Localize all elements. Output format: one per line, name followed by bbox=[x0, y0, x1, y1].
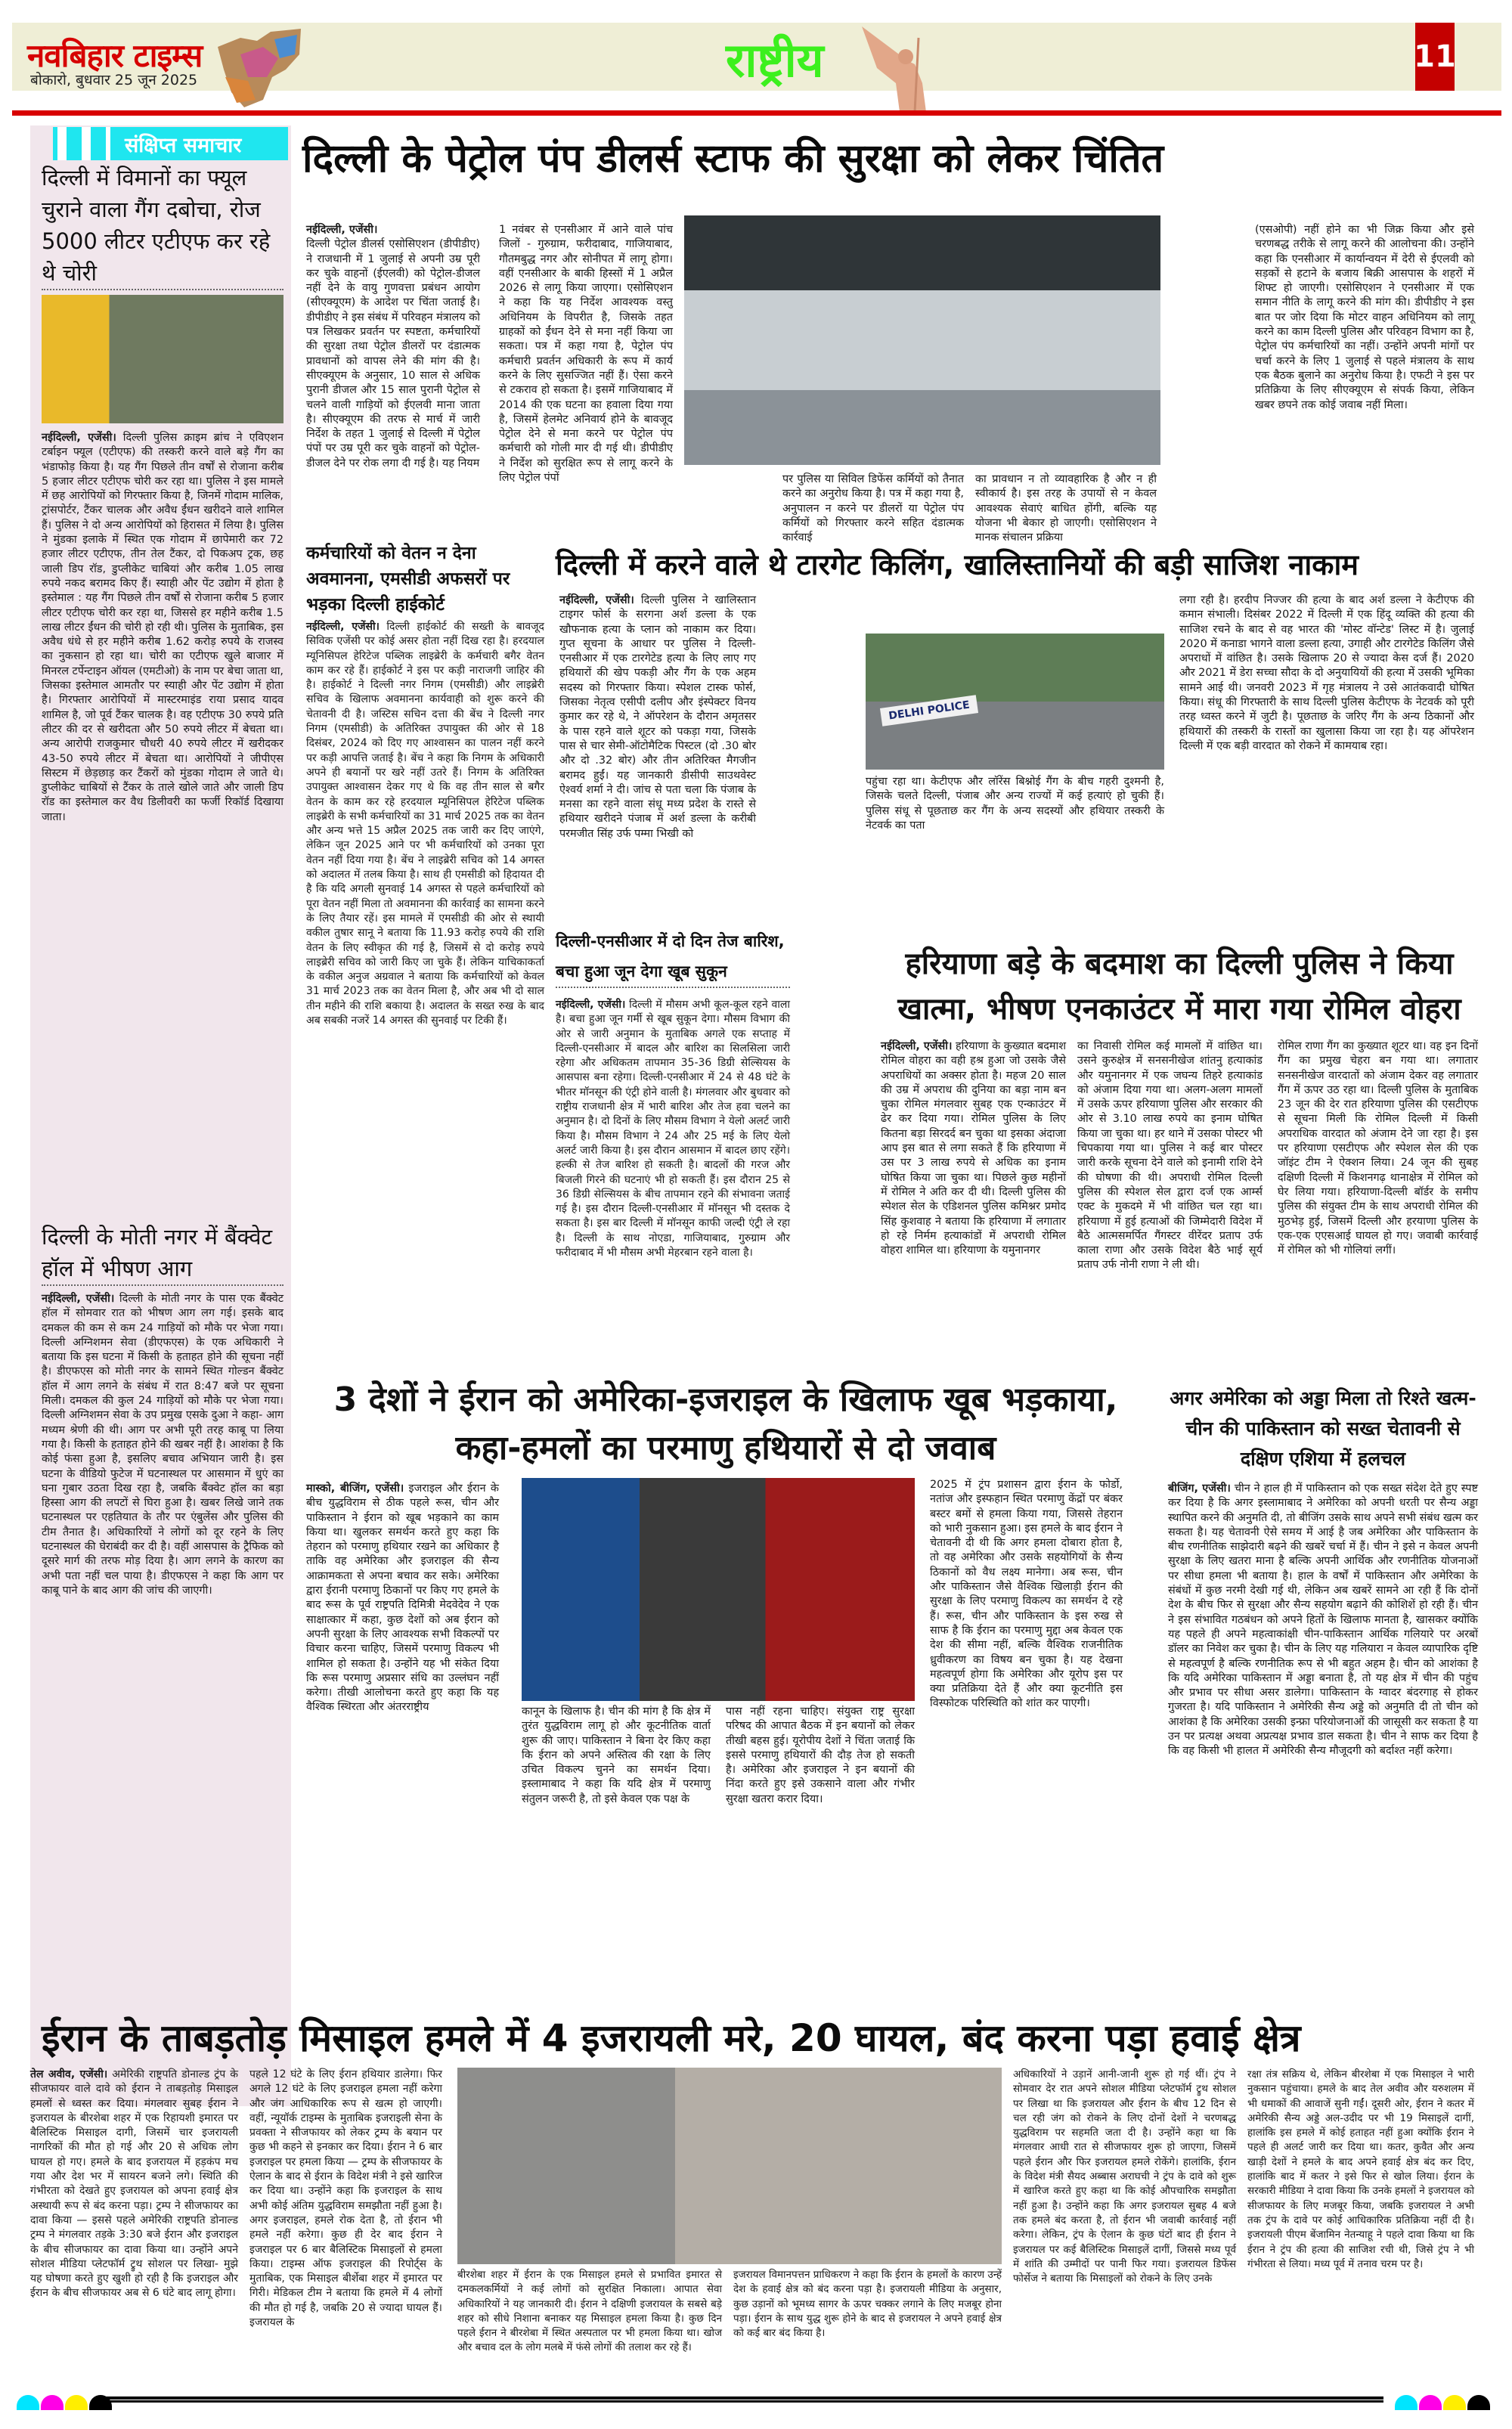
footer-double-rule bbox=[98, 2396, 1383, 2403]
police-sign: DELHI POLICE bbox=[880, 695, 978, 727]
dateline: मास्को, बीजिंग, एजेंसी। bbox=[306, 1482, 404, 1495]
statue-illustration-icon bbox=[854, 23, 945, 112]
dateline: नईदिल्ली, एजेंसी। bbox=[306, 224, 378, 236]
dateline: नईदिल्ली, एजेंसी। bbox=[42, 1293, 115, 1305]
encounter-headline: हरियाणा बड़े के बदमाश का दिल्ली पुलिस ने किया खात्मा, भीषण एनकाउंटर में मारा गया रोमिल वोहरा bbox=[897, 947, 1461, 1027]
missile-headline: ईरान के ताबड़तोड़ मिसाइल हमले में 4 इजरायली मरे, 20 घायल, बंद करना पड़ा हवाई क्षेत्र bbox=[42, 2016, 1301, 2060]
brief-story-fire bbox=[42, 1221, 284, 1598]
iran-column-1: मास्को, बीजिंग, एजेंसी। इजराइल और ईरान के बीच युद्धविराम से ठीक पहले रूस, चीन और पाकिस्तान ने ईरान को खूब भड़काने का काम किया था। खुलकर समर्थन करते हुए कहा कि तेहरान को परमाणु हथियार रखने का अधिकार है ताकि वह अमेरिका और इजराइल की सैन्य आक्रामकता से अपना बचाव कर सके। अमेरिका द्वारा ईरानी परमाणु ठिकानों पर किए गए हमले के बाद रूस के पूर्व राष्ट्रपति दिमित्री मेदवेदेव ने एक साक्षात्कार में कहा, कुछ देशों को अब ईरान को अपनी सुरक्षा के लिए आवश्यक सभी विकल्पों पर विचार करना चाहिए, जिसमें परमाणु विकल्प भी शामिल हो सकता है। उन्होंने यह भी संकेत दिया कि रूस परमाणु अप्रसार संधि का उल्लंघन नहीं करेगा। तीखी आलोचना करते हुए कहा कि यह वैश्विक स्थिरता और अंतरराष्ट्रीय bbox=[306, 1482, 499, 1714]
iran-column-2: कानून के खिलाफ है। चीन की मांग है कि क्षेत्र में तुरंत युद्धविराम लागू हो और कूटनीतिक वार्ता शुरू की जाए। पाकिस्तान ने बिना देर किए कहा कि ईरान को अपने अस्तित्व की रक्षा के लिए उचित विकल्प चुनने का समर्थन दिया। इस्लामाबाद ने कहा कि यदि क्षेत्र में परमाणु संतुलन जरूरी है, तो इसे केवल एक पक्ष के bbox=[522, 1706, 711, 1805]
masthead-rule bbox=[12, 110, 1501, 116]
iran-headline: 3 देशों ने ईरान को अमेरिका-इजराइल के खिलाफ खूब भड़काया, कहा-हमलों का परमाणु हथियारों से दो जवाब bbox=[333, 1380, 1118, 1467]
encounter-column-1: नईदिल्ली, एजेंसी। हरियाणा के कुख्यात बदमाश रोमिल वोहरा का वही हश्र हुआ जो उसके जैसे अपराधियों का अक्सर होता है। महज 20 साल की उम्र में अपराध की दुनिया का बड़ा नाम बन चुका रोमिल मंगलवार सुबह एक एन्काउंटर में ढेर कर दिया गया। रोमिल पुलिस के लिए कितना बड़ा सिरदर्द बन चुका था इसका अंदाजा आप इस बात से लगा सकते हैं कि हरियाणा में उस पर 3 लाख रुपये से अधिक का इनाम घोषित किया जा चुका था। पिछले कुछ महीनों में रोमिल ने अति कर दी थी। दिल्ली पुलिस की स्पेशल सेल के एडिशनल पुलिस कमिश्नर प्रमोद सिंह कुशवाह ने बताया कि हरियाणा में लगातार हो रहे निर्मम हत्याकांडों में अपराधी रोमिल वोहरा शामिल था। हरियाणा के यमुनानगर bbox=[881, 1040, 1067, 1257]
iran-column-3: पास नहीं रहना चाहिए। संयुक्त राष्ट्र सुरक्षा परिषद की आपात बैठक में इन बयानों को लेकर तीखी बहस हुई। यूरोपीय देशों ने चिंता जताई कि इससे परमाणु हथियारों की दौड़ तेज हो सकती है। अमेरिका और इजराइल ने इन बयानों की निंदा करते हुए इसे उकसाने वाला और गंभीर सुरक्षा खतरा करार दिया। bbox=[726, 1706, 915, 1805]
khalistan-headline: दिल्ली में करने वाले थे टारगेट किलिंग, खालिस्तानियों की बड़ी साजिश नाकाम bbox=[556, 548, 1359, 581]
missile-column-3: बीरशेबा शहर में ईरान के एक मिसाइल हमले से प्रभावित इमारत से दमकलकर्मियों ने कई लोगों को सुरक्षित निकाला। आपात सेवा अधिकारियों ने यह जानकारी दी। ईरान ने दक्षिणी इजरायल के सबसे बड़े शहर को सीधे निशाना बनाकर यह मिसाइल हमला किया है। कुछ दिन पहले ईरान ने बीरशेबा में स्थित अस्पताल पर भी हमला किया था। खोज और बचाव दल के लोग मलबे में फंसे लोगों की तलाश कर रहे हैं। bbox=[457, 2269, 722, 2354]
dateline: तेल अवीव, एजेंसी। bbox=[30, 2068, 108, 2080]
story-body: दिल्ली के मोती नगर के पास एक बैंक्वेट हॉल में सोमवार रात को भीषण आग लग गई। इसके बाद दमकल की कम से कम 24 गाड़ियों को मौके पर भेजा गया। दिल्ली अग्निशमन सेवा (डीएफएस) के एक अधिकारी ने बताया कि इस घटना में किसी के हताहत होने की सूचना नहीं है। डीएफएस को मोती नगर के सामने स्थित गोल्डन बैंक्वेट हॉल में आग लगने के संबंध में रात 8:47 बजे पर सूचना मिली। दमकल की कुल 24 गाड़ियों को मौके पर भेजा गया। दिल्ली अग्निशमन सेवा के उप प्रमुख एसके दुआ ने कहा- आग मध्यम श्रेणी की थी। आग पर अभी पूरी तरह काबू पा लिया गया है। किसी के हताहत होने की खबर नहीं है। आशंका है कि कोई फंसा हुआ है, इसलिए बचाव अभियान जारी है। इस घटना के वीडियो फुटेज में घटनास्थल पर आसमान में धुएं का घना गुबार उठता दिख रहा है, जबकि बैंक्वेट हॉल का बड़ा हिस्सा आग की लपटों से घिरा हुआ है। खबर लिखे जाने तक घटनास्थल पर एहतियात के तौर पर एंबुलेंस और पुलिस की टीम तैनात है। अधिकारियों ने लोगों को दूर रहने के लिए घटनास्थल की घेराबंदी कर दी है। वहीं आसपास के ट्रैफिक को दूसरे मार्ग की तरफ मोड़ दिया है। आग लगने के कारण का अभी पता नहीं चल पाया है। डीएफएस ने कहा कि आग पर काबू पाने के बाद आग की जांच की जाएगी। bbox=[42, 1293, 284, 1597]
magenta-mark bbox=[1419, 2395, 1442, 2410]
khalistan-column-3: लगा रही है। हरदीप निज्जर की हत्या के बाद अर्श डल्ला ने केटीएफ की कमान संभाली। दिसंबर 2022 में दिल्ली में एक हिंदू व्यक्ति की हत्या की साजिश रचने के बाद से वह भारत की 'मोस्ट वॉन्टेड' लिस्ट में है। जुलाई 2020 में कनाडा भागने वाला डल्ला हत्या, उगाही और टारगेटेड किलिंग जैसे अपराधों में वांछित है। उसके खिलाफ 20 से ज्यादा केस दर्ज हैं। 2020 और 2021 में डेरा सच्चा सौदा के दो अनुयायियों की हत्या में उसकी भूमिका सामने आई थी। जनवरी 2023 में गृह मंत्रालय ने उसे आतंकवादी घोषित किया। संधू की गिरफ्तारी के साथ दिल्ली पुलिस केटीएफ के नेटवर्क को पूरी तरह ध्वस्त करने में जुटी है। पूछताछ के जरिए गैंग के अन्य ठिकानों और हथियारों की तस्करी के रास्तों का खुलासा किया जा रहा है। यह ऑपरेशन दिल्ली में एक बड़ी वारदात को रोकने में कामयाब रहा। bbox=[1179, 594, 1474, 752]
dateline: नईदिल्ली, एजेंसी। bbox=[559, 594, 634, 606]
yellow-mark bbox=[1443, 2395, 1466, 2410]
missile-column-4: इजरायल विमानपत्तन प्राधिकरण ने कहा कि ईरान के हमलों के कारण उन्हें देश के हवाई क्षेत्र को बंद करना पड़ा है। इजरायली मीडिया के अनुसार, कुछ उड़ानों को भूमध्य सागर के ऊपर चक्कर लगाने के लिए मजबूर होना पड़ा। ईरान के साथ युद्ध शुरू होने के बाद से इजरायल ने अपने हवाई क्षेत्र को कई बार बंद किया है। bbox=[733, 2269, 1002, 2340]
netanyahu-khamenei-composite-photo bbox=[522, 1478, 915, 1701]
brief-story-fuel bbox=[42, 162, 284, 825]
section-title: राष्ट्रीय bbox=[726, 33, 824, 88]
delhi-police-barricade-photo bbox=[866, 634, 1164, 770]
dateline: नईदिल्ली, एजेंसी। bbox=[556, 999, 626, 1011]
court-body: नईदिल्ली, एजेंसी। दिल्ली हाईकोर्ट की सख्ती के बावजूद सिविक एजेंसी पर कोई असर होता नहीं दिख रहा है। हरदयाल म्यूनिसिपल हेरिटेज पब्लिक लाइब्रेरी के कर्मचारी बगैर वेतन काम कर रहे हैं। हाईकोर्ट ने इस पर कड़ी नाराजगी जाहिर की है। हाईकोर्ट ने दिल्ली नगर निगम (एमसीडी) और लाइब्रेरी सचिव के खिलाफ अवमानना कार्यवाही को शुरू करने की चेतावनी दी है। जस्टिस सचिन दत्ता की बेंच ने दिल्ली नगर निगम (एमसीडी) के अतिरिक्त उपायुक्त की ओर से 18 दिसंबर, 2024 को दिए गए आश्वासन का पालन नहीं करने पर कड़ी आपत्ति जताई है। बेंच ने कहा कि निगम के अधिकारी अपने ही बयानों पर खरे नहीं उतरे हैं। निगम के अतिरिक्त उपायुक्त आश्वासन देकर गए थे कि वह तीन साल से बगैर वेतन के काम कर रहे हरदयाल म्यूनिसिपल हेरिटेज पब्लिक लाइब्रेरी के सभी कर्मचारियों का 31 मार्च 2025 तक का वेतन और अन्य भत्ते 15 अप्रैल 2025 तक जारी कर दिए जाएंगे, लेकिन जून 2025 आने पर भी कर्मचारियों को उनका पूरा वेतन नहीं दिया गया है। बेंच ने लाइब्रेरी सचिव को 14 अगस्त को अदालत में तलब किया है। साथ ही एमसीडी को हिदायत दी है कि यदि अगली सुनवाई 14 अगस्त से पहले कर्मचारियों को पूरा वेतन नहीं मिला तो अवमानना की कार्रवाई का सामना करने के लिए तैयार रहें। इस मामले में एमसीडी की ओर से स्थायी वकील तुषार सानू ने बताया कि 11.93 करोड़ रुपये की राशि वेतन के लिए स्वीकृत की गई है, जिसमें से दो करोड़ रुपये लाइब्रेरी सचिव को जारी किए जा चुके हैं। लेकिन याचिकाकर्ता के वकील अनुज अग्रवाल ने बताया कि कर्मचारियों को केवल 31 मार्च 2023 तक का वेतन मिला है, और अब भी दो साल तीन महीने की राशि बकाया है। अदालत के सख्त रुख के बाद अब सबकी नजरें 14 अगस्त की सुनवाई पर टिकी हैं। bbox=[306, 621, 544, 1027]
police-bikers-photo bbox=[42, 295, 284, 423]
china-headline: अगर अमेरिका को अड्डा मिला तो रिश्ते खत्म- चीन की पाकिस्तान को सख्त चेतावनी से दक्षिण एशिया में हलचल bbox=[1170, 1387, 1476, 1470]
encounter-column-2: का निवासी रोमिल कई मामलों में वांछित था। उसने कुरुक्षेत्र में सनसनीखेज शांतनु हत्याकांड और यमुनानगर में एक जघन्य तिहरे हत्याकांड को अंजाम दिया गया था। अलग-अलग मामलों में उसके ऊपर हरियाणा पुलिस और सरकार की ओर से 3.10 लाख रुपये का इनाम घोषित किया जा चुका था। हर थाने में उसका पोस्टर भी चिपकाया गया था। पुलिस ने कई बार पोस्टर जारी करके सूचना देने वाले को इनामी राशि देने की घोषणा की थी। अपराधी रोमिल दिल्ली पुलिस की स्पेशल सेल द्वारा दर्ज एक आर्म्स एक्ट के मुकदमे में भी वांछित चल रहा था। हरियाणा में हुई हत्याओं की जिम्मेदारी विदेश में बैठे आत्मसमर्पित गैंगस्टर वीरेंदर प्रताप उर्फ काला राणा और उसके विदेश बैठे भाई सूर्य प्रताप उर्फ नोनी राणा ने ली थी। bbox=[1077, 1040, 1263, 1272]
dateline: नईदिल्ली, एजेंसी। bbox=[306, 621, 380, 633]
brief-headline: दिल्ली में विमानों का फ्यूल चुराने वाला गैंग दबोचा, रोज 5000 लीटर एटीएफ कर रहे थे चोरी bbox=[42, 162, 284, 290]
page-number: 11 bbox=[1415, 23, 1455, 91]
china-body: बीजिंग, एजेंसी। चीन ने हाल ही में पाकिस्तान को एक सख्त संदेश देते हुए स्पष्ट कर दिया है कि अगर इस्लामाबाद ने अमेरिका को अपनी धरती पर सैन्य अड्डा स्थापित करने की अनुमति दी, तो बीजिंग उसके साथ अपने सभी संबंध खत्म कर सकता है। यह चेतावनी ऐसे समय में आई है जब अमेरिका और पाकिस्तान के बीच रणनीतिक साझेदारी बढ़ने की खबरें चर्चा में हैं। चीन ने इसे न केवल अपनी सुरक्षा के लिए खतरा माना है बल्कि अपनी आर्थिक और रणनीतिक योजनाओं पर सीधा हमला भी बताया है। हाल के वर्षों में पाकिस्तान और अमेरिका के संबंधों में कुछ नरमी देखी गई थी, लेकिन अब खबरें सामने आ रही हैं कि दोनों देश के बीच फिर से सुरक्षा और सैन्य सहयोग बढ़ाने की कोशिशें हो रही हैं। चीन ने इस संभावित गठबंधन को अपने हितों के खिलाफ मानता है, खासकर क्योंकि यह पहले ही अपने महत्वाकांक्षी चीन-पाकिस्तान आर्थिक गलियारे पर अरबों डॉलर का निवेश कर चुका है। चीन के लिए यह गलियारा न केवल व्यापारिक दृष्टि से महत्वपूर्ण है बल्कि रणनीतिक रूप से भी बहुत अहम है। चीन को आशंका है कि यदि अमेरिका पाकिस्तान में अड्डा बनाता है, तो यह क्षेत्र में चीन की पहुंच और प्रभाव पर सीधा असर डालेगा। पाकिस्तान के ग्वादर बंदरगाह से होकर गुजरता है। यदि पाकिस्तान ने अमेरिकी सैन्य अड्डे को अनुमति दी तो चीन को आशंका है कि अमेरिका उसकी इन्फ्रा परियोजनाओं की जासूसी कर सकता है या उन पर प्रत्यक्ष अथवा अप्रत्यक्ष प्रभाव डाल सकता है। चीन ने साफ कर दिया है कि वह किसी भी हालत में अमेरिकी सैन्य मौजूदगी को बर्दाश्त नहीं करेगा। bbox=[1168, 1482, 1478, 1758]
header-stripes bbox=[53, 127, 110, 160]
lead-column-2: 1 नवंबर से एनसीआर में आने वाले पांच जिलों - गुरुग्राम, फरीदाबाद, गाजियाबाद, गौतमबुद्ध नगर और सोनीपत में लागू होगा। वहीं एनसीआर के बाकी हिस्सों में 1 अप्रैल 2026 से लागू किया जाएगा। एसोसिएशन ने कहा कि यह निर्देश आवश्यक वस्तु अधिनियम के विपरीत है, जिसके तहत ग्राहकों को ईंधन देने से मना नहीं किया जा सकता। पत्र में कहा गया है, पेट्रोल पंप कर्मचारी प्रवर्तन अधिकारी के रूप में कार्य करने के लिए सुसज्जित नहीं हैं। ऐसा करने से टकराव हो सकता है। इसमें गाजियाबाद में 2014 की एक घटना का हवाला दिया गया है, जिसमें हेलमेट अनिवार्य होने के बावजूद पेट्रोल देने से मना करने पर पेट्रोल पंप कर्मचारी को गोली मार दी गई थी। डीपीडीए ने निर्देश को सुरक्षित रूप से लागू करने के लिए पेट्रोल पंपों bbox=[499, 224, 673, 485]
iran-column-4: 2025 में ट्रंप प्रशासन द्वारा ईरान के फोर्डो, नतांज और इस्फहान स्थित परमाणु केंद्रों पर बंकर बस्टर बमों से हमला किया गया, जिससे तेहरान को भारी नुकसान हुआ। इस हमले के बाद ईरान ने चेतावनी दी थी कि अगर हमला दोबारा होता है, तो वह अमेरिका और उसके सहयोगियों के सैन्य ठिकानों को वैध लक्ष्य मानेगा। अब रूस, चीन और पाकिस्तान जैसे वैश्विक खिलाड़ी ईरान की सुरक्षा के लिए परमाणु विकल्प का समर्थन दे रहे हैं। रूस, चीन और पाकिस्तान के इस रुख से साफ है कि ईरान का परमाणु मुद्दा अब केवल एक देश की सीमा नहीं, बल्कि वैश्विक राजनीतिक ध्रुवीकरण का विषय बन चुका है। यह देखना महत्वपूर्ण होगा कि अमेरिका और यूरोप इस पर क्या प्रतिक्रिया देते हैं और क्या कूटनीति इस विस्फोटक परिस्थिति को शांत कर पाएगी। bbox=[930, 1479, 1123, 1710]
missile-column-6: रक्षा तंत्र सक्रिय थे, लेकिन बीरशेबा में एक मिसाइल ने भारी नुकसान पहुंचाया। हमले के बाद तेल अवीव और यरुशलम में भी धमाकों की आवाजें सुनी गईं। दूसरी ओर, ईरान ने कतर में अमेरिकी सैन्य अड्डे अल-उदीद पर भी 19 मिसाइलें दागीं, हालांकि इस हमले में कोई हताहत नहीं हुआ क्योंकि ईरान ने पहले ही अलर्ट जारी कर दिया था। कतर, कुवैत और अन्य खाड़ी देशों ने हमले के बाद अपने हवाई क्षेत्र बंद कर दिए, हालांकि बाद में कतर ने इसे फिर से खोल लिया। ईरान के सरकारी मीडिया ने दावा किया कि उनके हमलों ने इजरायल को सीजफायर के लिए मजबूर किया, जबकि इजरायल ने अभी तक ट्रंप के दावे पर कोई आधिकारिक प्रतिक्रिया नहीं दी है। इजरायली पीएम बेंजामिन नेतन्याहू ने पहले दावा किया था कि ईरान ने ट्रंप की हत्या की साजिश रची थी, जिसे ट्रंप ने भी गंभीरता से लिया। मध्य पूर्व में तनाव चरम पर है। bbox=[1247, 2068, 1474, 2270]
lead-headline: दिल्ली के पेट्रोल पंप डीलर्स स्टाफ की सुरक्षा को लेकर चिंतित bbox=[302, 136, 1164, 181]
missile-column-2: पहले 12 घंटे के लिए ईरान हथियार डालेगा। फिर अगले 12 घंटे के लिए इजराइल हमला नहीं करेगा और जंग आधिकारिक रूप से खत्म हो जाएगी। वहीं, न्यूयॉर्क टाइम्स के मुताबिक इजराइली सेना के प्रवक्ता ने सीजफायर को लेकर ट्रम्प के बयान पर कुछ भी कहने से इनकार कर दिया। ईरान ने 6 बार इजराइल पर हमला किया — ट्रम्प के सीजफायर के ऐलान के बाद से ईरान के विदेश मंत्री ने इसे खारिज कर दिया था। उन्होंने कहा कि इजराइल के साथ अभी कोई अंतिम युद्धविराम समझौता नहीं हुआ है। अगर इजराइल, हमले रोक देता है, तो ईरान भी हमले नहीं करेगा। कुछ ही देर बाद ईरान ने इजराइल पर 6 बार बैलिस्टिक मिसाइलों से हमला किया। टाइम्स ऑफ इजराइल की रिपोर्ट्स के मुताबिक, एक मिसाइल बीर्शेबा शहर में इमारत पर गिरी। मेडिकल टीम ने बताया कि हमले में 4 लोगों की मौत हो गई है, जबकि 20 से ज्यादा घायल हैं। इजरायल के bbox=[249, 2068, 442, 2329]
court-headline: कर्मचारियों को वेतन न देना अवमानना, एमसीडी अफसरों पर भड़का दिल्ली हाईकोर्ट bbox=[306, 544, 510, 615]
dateline: नईदिल्ली, एजेंसी। bbox=[881, 1040, 953, 1052]
edition-dateline: बोकारो, बुधवार 25 जून 2025 bbox=[30, 72, 198, 88]
beersheba-damage-photo bbox=[457, 2068, 1002, 2264]
brief-headline: दिल्ली के मोती नगर में बैंक्वेट हॉल में भीषण आग bbox=[42, 1221, 284, 1286]
encounter-column-3: रोमिल राणा गैंग का कुख्यात शूटर था। वह इन दिनों गैंग का प्रमुख चेहरा बन गया था। लगातार सनसनीखेज वारदातों को अंजाम देकर वह लगातार गैंग में ऊपर उठ रहा था। दिल्ली पुलिस के मुताबिक 23 जून की देर रात हरियाणा पुलिस की एसटीएफ से सूचना मिली कि रोमिल दिल्ली में किसी अपराधिक वारदात को अंजाम देने जा रहा है। इस पर हरियाणा एसटीएफ और स्पेशल सेल की एक जॉइंट टीम ने ऐक्शन लिया। 24 जून की सुबह दक्षिणी दिल्ली में किशनगढ़ थानाक्षेत्र में रोमिल को घेर लिया गया। हरियाणा-दिल्ली बॉर्डर के समीप पुलिस की संयुक्त टीम के साथ अपराधी रोमिल की मुठभेड़ हुई, जिसमें दिल्ली और हरयाणा पुलिस के एक-एक एएसआई घायल हो गए। जवाबी कार्रवाई में रोमिल को भी गोलियां लगीं। bbox=[1278, 1040, 1478, 1257]
jharkhand-map-collage-icon bbox=[210, 24, 308, 111]
brief-news-label: संक्षिप्त समाचार bbox=[125, 134, 242, 157]
magenta-mark bbox=[41, 2395, 64, 2410]
khalistan-column-1: नईदिल्ली, एजेंसी। दिल्ली पुलिस ने खालिस्तान टाइगर फोर्स के सरगना अर्श डल्ला के एक खौफनाक हत्या के प्लान को नाकाम कर दिया। गुप्त सूचना के आधार पर पुलिस ने दिल्ली-एनसीआर में एक टारगेटेड हत्या के लिए लाए गए हथियारों की खेप पकड़ी और गैंग के एक अहम सदस्य को गिरफ्तार किया। स्पेशल टास्क फोर्स, जिसका नेतृत्व एसीपी दलीप और इंस्पेक्टर विनय कुमार कर रहे थे, ने ऑपरेशन के दौरान अमृतसर के पास रहने वाले शूटर को पकड़ा गया, जिसके पास से चार सेमी-ऑटोमैटिक पिस्टल (दो .30 बोर और दो .32 बोर) और तीन अतिरिक्त मैगजीन बरामद हुईं। यह जानकारी डीसीपी साउथवेस्ट ऐश्वर्य शर्मा ने दी। जांच से पता चला कि पंजाब के मनसा का रहने वाला संधू मध्य प्रदेश के रास्ते से हथियार खरीदने पंजाब में अर्श डल्ला के करीबी परमजीत सिंह उर्फ पम्मा भिखी को bbox=[559, 594, 757, 840]
black-mark bbox=[1467, 2395, 1490, 2410]
weather-headline: दिल्ली-एनसीआर में दो दिन तेज बारिश, बचा हुआ जून देगा खूब सुकून bbox=[556, 926, 790, 988]
brief-news-header bbox=[53, 127, 288, 160]
lead-column-5: (एसओपी) नहीं होने का भी जिक्र किया और इसे चरणबद्ध तरीके से लागू करने की आलोचना की। उन्होंने कहा कि एनसीआर में कार्यान्वयन में देरी से ईएलवी को सड़कों से हटाने के बजाय बिक्री आसपास के शहरों में शिफ्ट हो जाएगी। एसोसिएशन ने एनसीआर में एक समान नीति के लागू करने की मांग की। डीपीडीए ने इस बात पर जोर दिया कि मोटर वाहन अधिनियम को लागू करने का काम दिल्ली पुलिस और परिवहन विभाग का है, पेट्रोल पंप कर्मचारियों का नहीं। उन्होंने अपनी मांगों पर चर्चा करने के लिए 1 जुलाई से पहले मंत्रालय के साथ एक बैठक बुलाने का अनुरोध किया है। एफटी ने इस पर प्रतिक्रिया के लिए सीएक्यूएम से संपर्क किया, लेकिन खबर छपने तक कोई जवाब नहीं मिला। bbox=[1255, 224, 1474, 411]
dateline: नईदिल्ली, एजेंसी। bbox=[42, 432, 116, 444]
weather-body: नईदिल्ली, एजेंसी। दिल्ली में मौसम अभी कूल-कूल रहने वाला है। बचा हुआ जून गर्मी से खूब सुकून देगा। मौसम विभाग की ओर से जारी अनुमान के मुताबिक अगले एक सप्ताह में दिल्ली-एनसीआर में बादल और बारिश का सिलसिला जारी रहेगा और अधिकतम तापमान 35-36 डिग्री सेल्सियस के आसपास बना रहेगा। दिल्ली-एनसीआर में 24 से 48 घंटे के भीतर मॉनसून की एंट्री होने वाली है। मंगलवार और बुधवार को राष्ट्रीय राजधानी क्षेत्र में भारी बारिश और तेज हवा चलने का अनुमान है। दो दिनों के लिए मौसम विभाग ने येलो अलर्ट जारी किया है। मौसम विभाग ने 24 और 25 मई के लिए येलो अलर्ट जारी किया है। इस दौरान आसमान में बादल छाए रहेंगे। हल्की से तेज बारिश हो सकती है। बादलों की गरज और बिजली गिरने की घटनाएं भी हो सकती हैं। इस दौरान 25 से 36 डिग्री सेल्सियस के बीच तापमान रहने की संभावना जताई गई है। इस दौरान दिल्ली-एनसीआर में मॉनसून भी दस्तक दे सकता है। इस बार दिल्ली में मॉनसून काफी जल्दी एंट्री ले रहा है। दिल्ली के साथ नोएडा, गाजियाबाद, गुरुग्राम और फरीदाबाद में भी मौसम अभी मेहरबान रहने वाला है। bbox=[556, 999, 790, 1259]
story-body: दिल्ली पुलिस क्राइम ब्रांच ने एविएशन टर्बाइन फ्यूल (एटीएफ) की तस्करी करने वाले बड़े गैंग का भंडाफोड़ किया है। यह गैंग पिछले तीन वर्षों से रोजाना करीब 5 हजार लीटर एटीएफ चोरी कर रहा था। पुलिस ने इस मामले में छह आरोपियों को गिरफ्तार किया है, जिनमें गोदाम मालिक, ट्रांसपोर्टर, टैंकर चालक और अवैध ईंधन खरीदने वाले शामिल हैं। पुलिस ने दो अन्य आरोपियों को हिरासत में लिया है। पुलिस ने मुंडका इलाके में स्थित एक गोदाम में छापेमारी कर 72 हजार लीटर एटीएफ, तीन तेल टैंकर, दो पिकअप ट्रक, छह जाली डिप रॉड, डुप्लीकेट चाबियां और करीब 1.05 लाख रुपये नकद बरामद किए हैं। स्याही और पेंट उद्योग में होता है इस्तेमाल : यह गैंग पिछले तीन वर्षों से रोजाना करीब 5 हजार लीटर एटीएफ चोरी कर रहा था, जिससे हर महीने करीब 1.5 लाख लीटर ईंधन की चोरी हो रही थी। पुलिस के मुताबिक, इस अवैध धंधे से हर महीने करीब 1.62 करोड़ रुपये के राजस्व का नुकसान हो रहा था। चोरी का एटीएफ खुले बाजार में मिनरल टर्पेन्टाइन ऑयल (एमटीओ) के नाम पर बेचा जाता था, जिसका इस्तेमाल आमतौर पर स्याही और पेंट उद्योग में होता है। गिरफ्तार आरोपियों में मास्टरमाइंड राया प्रसाद यादव शामिल है, जो पूर्व टैंकर चालक है। वह एटीएफ 30 रुपये प्रति लीटर की दर से खरीदता और 50 रुपये लीटर में बेचता था। अन्य आरोपी राजकुमार चौधरी 40 रुपये लीटर में खरीदकर 43-50 रुपये लीटर में बेचता था। आरोपियों ने जीपीएस सिस्टम में छेड़छाड़ कर टैंकरों को मुंडका गोदाम ले जाते थे। डुप्लीकेट चाबियों से टैंकर के ताले खोले जाते और जाली डिप रॉड का इस्तेमाल कर वैध डिलीवरी का फर्जी रिकॉर्ड दिखाया जाता। bbox=[42, 432, 284, 823]
lead-column-3: पर पुलिस या सिविल डिफेंस कर्मियों को तैनात करने का अनुरोध किया है। पत्र में कहा गया है, अनुपालन न करने पर डीलरों या पेट्रोल पंप कर्मियों को गिरफ्तार करने सहित दंडात्मक कार्रवाई bbox=[782, 473, 964, 544]
khalistan-column-2: पहुंचा रहा था। केटीएफ और लॉरेंस बिश्नोई गैंग के बीच गहरी दुश्मनी है, जिसके चलते दिल्ली, पंजाब और अन्य राज्यों में कई हत्याएं हो चुकी हैं। पुलिस संधू से पूछताछ कर गैंग के अन्य सदस्यों और हथियार तस्करी के नेटवर्क का पता bbox=[866, 776, 1164, 832]
cyan-mark bbox=[17, 2395, 39, 2410]
lead-column-1: नईदिल्ली, एजेंसी। दिल्ली पेट्रोल डीलर्स एसोसिएशन (डीपीडीए) ने राजधानी में 1 जुलाई से अपनी उम्र पूरी कर चुके वाहनों (ईएलवी) को पेट्रोल-डीजल नहीं देने के वायु गुणवत्ता प्रबंधन आयोग (सीएक्यूएम) के आदेश पर चिंता जताई है। डीपीडीए ने इस संबंध में परिवहन मंत्रालय को पत्र लिखकर प्रवर्तन पर स्पष्टता, कर्मचारियों की सुरक्षा तथा पेट्रोल डीलरों पर दंडात्मक प्रावधानों को वापस लेने की मांग की है। सीएक्यूएम के अनुसार, 10 साल से अधिक पुरानी डीजल और 15 साल पुरानी पेट्रोल से चलने वाली गाड़ियों को ईएलवी माना जाता है। सीएक्यूएम की तरफ से मार्च में जारी निर्देश के तहत 1 जुलाई से दिल्ली में पेट्रोल पंपों पर उम्र पूरी कर चुके वाहनों को पेट्रोल-डीजल देने पर रोक लगा दी गई है। यह नियम bbox=[306, 224, 480, 469]
missile-column-5: अधिकारियों ने उड़ानें आनी-जानी शुरू हो गई थीं। ट्रंप ने सोमवार देर रात अपने सोशल मीडिया प्लेटफॉर्म ट्रुथ सोशल पर लिखा था कि इजरायल और ईरान के बीच 12 दिन से चल रही जंग को रोकने के लिए दोनों देशों ने चरणबद्ध युद्धविराम पर सहमति जता दी है। उन्होंने कहा था कि मंगलवार आधी रात से सीजफायर शुरू हो जाएगा, जिसमें पहले ईरान और फिर इजरायल हमले रोकेंगे। हालांकि, ईरान के विदेश मंत्री सैयद अब्बास अराघची ने ट्रंप के दावे को शुरू में खारिज करते हुए कहा था कि कोई औपचारिक समझौता नहीं हुआ है। उन्होंने कहा कि अगर इजरायल सुबह 4 बजे तक हमले बंद करता है, तो ईरान भी जवाबी कार्रवाई नहीं करेगा। लेकिन, ट्रंप के ऐलान के कुछ घंटों बाद ही ईरान ने इजरायल पर कई बैलिस्टिक मिसाइलें दागीं, जिससे मध्य पूर्व में शांति की उम्मीदों पर पानी फिर गया। इजरायल डिफेंस फोर्सेज ने बताया कि मिसाइलों को रोकने के लिए उनके bbox=[1013, 2068, 1236, 2285]
dateline: बीजिंग, एजेंसी। bbox=[1168, 1482, 1231, 1495]
missile-column-1: तेल अवीव, एजेंसी। अमेरिकी राष्ट्रपति डोनाल्ड ट्रंप के सीजफायर वाले दावे को ईरान ने ताबड़तोड़ मिसाइल हमलों से ध्वस्त कर दिया। मंगलवार सुबह ईरान ने इजरायल के बीरशेबा शहर में एक रिहायशी इमारत पर बैलिस्टिक मिसाइल दागी, जिसमें चार इजरायली नागरिकों की मौत हो गई और 20 से अधिक लोग घायल हो गए। हमले के बाद इजरायल में हड़कंप मच गया और देश भर में सायरन बजने लगे। स्थिति की गंभीरता को देखते हुए इजरायल को अपना हवाई क्षेत्र अस्थायी रूप से बंद करना पड़ा। ट्रम्प ने सीजफायर का दावा किया — इससे पहले अमेरिकी राष्ट्रपति डोनाल्ड ट्रम्प ने मंगलवार तड़के 3:30 बजे ईरान और इजराइल के बीच सीजफायर का दावा किया था। उन्होंने अपने सोशल मीडिया प्लेटफॉर्म ट्रुथ सोशल पर लिखा- मुझे यह घोषणा करते हुए खुशी हो रही है कि इजराइल और ईरान के बीच सीजफायर अब से 6 घंटे बाद लागू होगा। bbox=[30, 2068, 238, 2300]
yellow-mark bbox=[65, 2395, 88, 2410]
newspaper-name: नवबिहार टाइम्स bbox=[27, 37, 203, 74]
petrol-pump-photo bbox=[684, 215, 1160, 465]
cyan-mark bbox=[1395, 2395, 1418, 2410]
lead-column-4: का प्रावधान न तो व्यावहारिक है और न ही स्वीकार्य है। इस तरह के उपायों से न केवल आवश्यक सेवाएं बाधित होंगी, बल्कि यह योजना भी बेकार हो जाएगी। एसोसिएशन ने मानक संचालन प्रक्रिया bbox=[975, 473, 1157, 544]
